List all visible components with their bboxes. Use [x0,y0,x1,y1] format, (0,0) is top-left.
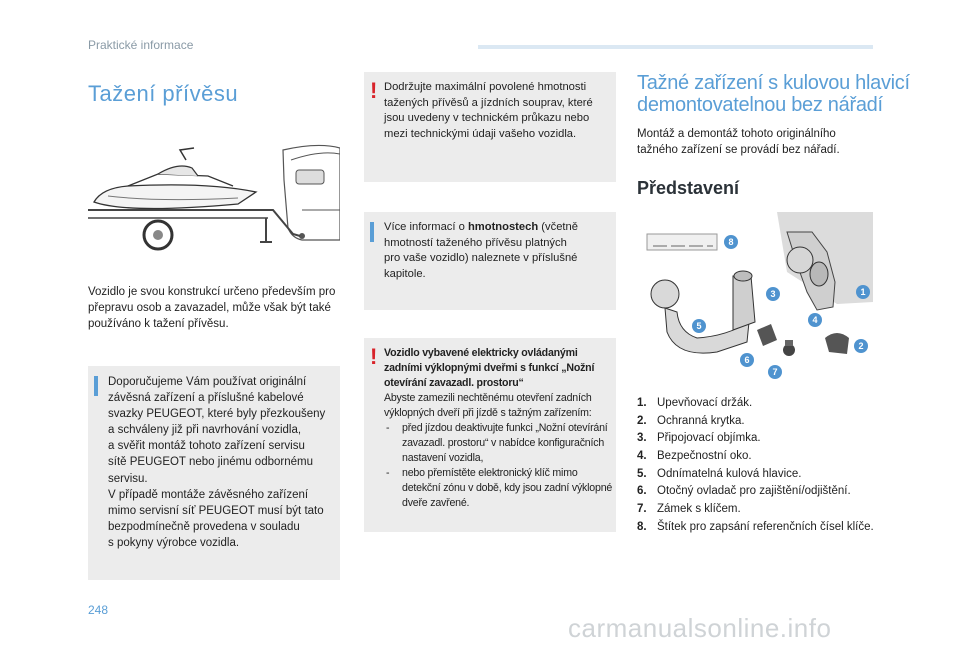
list-item: - nebo přemístěte elektronický klíč mimo detekční zónu v době, kdy jsou zadní výklopné dveře zavřené. [384,466,614,511]
svg-text:5: 5 [696,321,702,331]
info-marker [370,222,374,242]
note-suffix: (včetně [538,221,578,233]
watermark: carmanualsonline.info [568,613,832,643]
warning-line: jsou uvedeny v technickém průkazu nebo [384,112,590,124]
trailer-illustration [88,140,340,260]
list-item: 2. Ochranná krytka. [637,414,745,427]
note-line: svazky PEUGEOT, které byly přezkoušeny [108,408,326,421]
warning-line: Dodržujte maximální povolené hmotnosti [384,81,587,93]
list-item: 7. Zámek s klíčem. [637,503,741,516]
warning-intro-line: Abyste zamezili nechtěnému otevření zadních [384,392,592,404]
page-number: 248 [88,603,109,617]
svg-text:6: 6 [744,355,750,365]
note-line: a schváleny již při navrhování vozidla, [108,424,302,437]
note-line: hmotností taženého přívěsu platných [384,236,567,249]
note-line: mimo servisní síť PEUGEOT musí být tato [108,504,324,517]
note-line: servisu. [108,472,148,485]
header-divider [478,45,873,49]
info-marker [94,376,98,396]
note-prefix: Více informací o [384,221,468,233]
warning-line: mezi technickými údaji vašeho vozidla. [384,127,577,140]
warning-icon: ! [370,344,378,369]
page-title: Tažení přívěsu [88,80,239,106]
note-line: V případě montáže závěsného zařízení [108,488,309,501]
towbar-parts-illustration [637,212,873,380]
warning-heading-line: zadními výklopnými dveřmi s funkcí „Nožní [384,362,595,374]
warning-line: tažených přívěsů a jízdních souprav, které [384,96,593,109]
note-line: závěsná zařízení a příslušné kabelové [108,392,304,405]
note-line: kapitole. [384,267,426,280]
section-title-line: Tažné zařízení s kulovou hlavicí [637,72,910,94]
list-item: 3. Připojovací objímka. [637,432,761,445]
section-title [637,72,917,116]
note-line: sítě PEUGEOT nebo jinému odbornému [108,456,313,469]
weights-info-note [364,212,616,310]
list-item: 6. Otočný ovladač pro zajištění/odjištění. [637,485,851,498]
svg-text:4: 4 [812,315,818,325]
list-item: - před jízdou deaktivujte funkci „Nožní otevírání zavazadl. prostoru“ v nabídce konfiguračních nastavení vozidla, [384,421,614,466]
weights-link-text: hmotnostech [467,221,539,233]
note-line: bezpodmínečně provedena v souladu [108,520,300,533]
note-line: a svěřit montáž tohoto zařízení servisu [108,440,305,453]
list-item: 1. Upevňovací držák. [637,397,753,409]
recommendation-note [88,366,340,580]
parts-legend [637,396,877,538]
section-intro: Montáž a demontáž tohoto originálního tažného zařízení se provádí bez nářadí. [637,128,840,156]
subsection-heading: Představení [637,178,740,198]
svg-text:2: 2 [858,341,864,351]
list-item: 8. Štítek pro zapsání referenčních čísel klíče. [637,520,874,533]
note-line: Doporučujeme Vám používat originální [108,376,307,388]
svg-text:1: 1 [860,287,866,297]
svg-text:3: 3 [770,289,776,299]
section-header: Praktické informace [88,38,194,52]
note-line: pro vaše vozidlo) naleznete v příslušné [384,252,578,264]
warning-heading-line: otevírání zavazadl. prostoru“ [384,377,524,389]
note-line: s pokyny výrobce vozidla. [108,536,240,549]
list-item: 4. Bezpečnostní oko. [637,450,752,463]
tailgate-warning [364,338,616,532]
warning-heading-line: Vozidlo vybavené elektricky ovládanými [384,347,578,359]
warning-intro-line: výklopných dveří při jízdě s tažným zařízením: [384,407,592,419]
intro-paragraph: Vozidlo je svou konstrukcí určeno především pro přepravu osob a zavazadel, může však být také používáno k tažení přívěsu. [88,286,336,330]
list-item: 5. Odnímatelná kulová hlavice. [637,467,802,480]
warning-icon: ! [370,78,378,103]
section-title-line: demontovatelnou bez nářadí [637,94,883,116]
weight-warning [364,72,616,182]
warning-list [384,421,614,511]
svg-text:8: 8 [728,237,734,247]
svg-text:7: 7 [772,367,778,377]
